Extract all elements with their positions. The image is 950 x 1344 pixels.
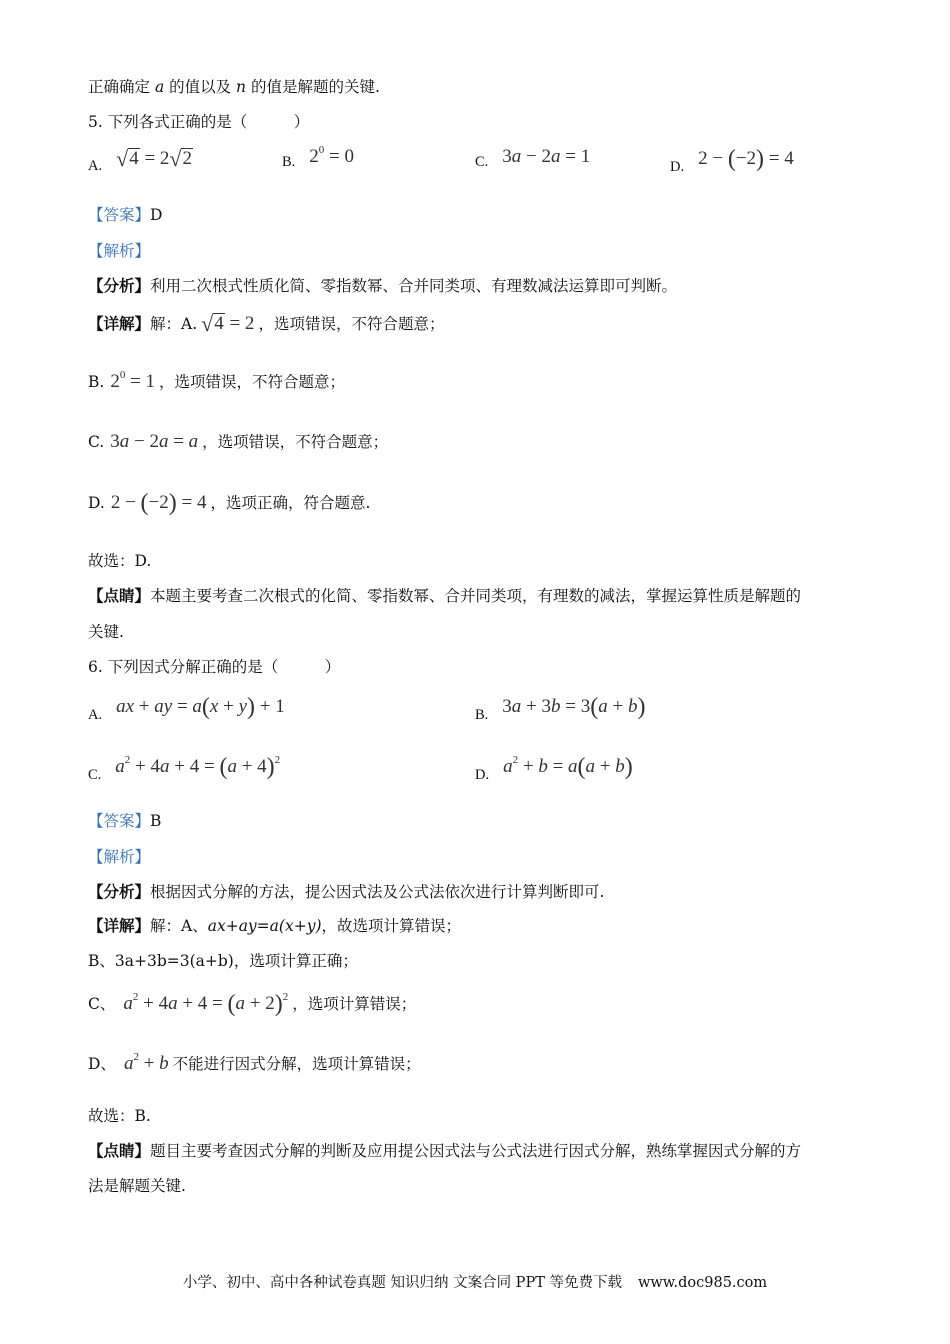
option-label: C. (475, 154, 489, 170)
page-footer (0, 1271, 950, 1292)
intro-line: 正确确定 a 的值以及 n 的值是解题的关键. (88, 78, 380, 96)
q5-conclusion: 故选：D. (88, 552, 152, 570)
q6-option-a (88, 694, 285, 721)
math-expr: $2^0 = 1$ (110, 369, 156, 392)
math-expr: $a^2 + b$ (123, 1051, 169, 1074)
math-expr: $a^2 + 4a + 4 = (a + 4)^2$ (115, 754, 281, 780)
q6-stem: 6. 下列因式分解正确的是（ ） (88, 658, 341, 676)
math-expr: √4 = 2 (201, 311, 255, 336)
q6-detail-d: D、 $a^2 + b$ 不能进行因式分解，选项计算错误； (88, 1051, 421, 1074)
q6-fenxi: 【分析】根据因式分解的方法，提公因式法及公式法依次进行计算判断即可. (88, 882, 605, 901)
footer-site-link[interactable]: www.doc985.com (637, 1275, 768, 1291)
q5-answer: 【答案】D (88, 206, 163, 224)
math-expr: √4 = 2√2 (116, 146, 192, 171)
q6-analysis-tag: 【解析】 (88, 848, 151, 866)
q5-dianjing: 【点睛】本题主要考查二次根式的化简、零指数幂、合并同类项，有理数的减法，掌握运算性质是解题的 (88, 586, 802, 605)
q6-detail-b: B、3a+3b=3(a+b)，选项计算正确； (88, 952, 358, 970)
q5-detail-b: B. $2^0 = 1$ ，选项错误，不符合题意； (88, 369, 346, 392)
math-expr: $2^0 = 0$ (309, 144, 355, 167)
q5-option-d (670, 146, 794, 173)
q5-option-a (88, 146, 193, 172)
math-expr: 2 − (−2) = 4 (698, 146, 794, 172)
option-label: B. (475, 707, 489, 723)
option-label: A. (88, 158, 103, 174)
math-expr: $a^2 + b = a(a + b)$ (503, 754, 633, 780)
q5-fenxi: 【分析】利用二次根式性质化简、零指数幂、合并同类项、有理数减法运算即可判断。 (88, 276, 678, 295)
math-expr: 3a − 2a = a (110, 431, 199, 452)
q6-conclusion: 故选：B. (88, 1107, 151, 1125)
option-label: A. (88, 707, 103, 723)
q5-detail-a: 【详解】 解：A. √4 = 2 ，选项错误，不符合题意； (88, 311, 445, 336)
math-expr: 3a − 2a = 1 (502, 146, 591, 167)
q5-detail-d: D. 2 − (−2) = 4 ，选项正确，符合题意. (88, 490, 371, 516)
q5-detail-c: C. 3a − 2a = a ，选项错误，不符合题意； (88, 431, 389, 452)
option-label: D. (475, 767, 490, 783)
q6-option-b (475, 694, 645, 721)
footer-text: 小学、初中、高中各种试卷真题 知识归纳 文案合同 PPT 等免费下载 (182, 1275, 622, 1291)
q6-detail-a: 【详解】解：A、ax+ay=a(x+y)，故选项计算错误； (88, 916, 462, 935)
q6-option-d (475, 754, 633, 781)
q6-answer: 【答案】B (88, 812, 162, 830)
math-expr: ax + ay = a(x + y) + 1 (116, 694, 285, 720)
q6-option-c (88, 754, 280, 781)
math-expr: 2 − (−2) = 4 (110, 490, 207, 516)
q5-option-c (475, 146, 590, 168)
q5-dianjing-cont: 关键. (88, 623, 124, 641)
q5-option-b (282, 146, 354, 168)
option-label: D. (670, 159, 685, 175)
q6-detail-c: C、 $a^2 + 4a + 4 = (a + 2)^2$ ，选项计算错误； (88, 991, 417, 1017)
math-expr: $a^2 + 4a + 4 = (a + 2)^2$ (123, 991, 289, 1017)
q6-dianjing-cont: 法是解题关键. (88, 1177, 186, 1195)
q5-stem: 5. 下列各式正确的是（ ） (88, 113, 310, 131)
q5-analysis-tag: 【解析】 (88, 242, 151, 260)
q6-dianjing: 【点睛】题目主要考查因式分解的判断及应用提公因式法与公式法进行因式分解，熟练掌握因式分解的方 (88, 1141, 802, 1160)
option-label: C. (88, 767, 102, 783)
math-expr: 3a + 3b = 3(a + b) (502, 694, 646, 720)
option-label: B. (282, 154, 296, 170)
